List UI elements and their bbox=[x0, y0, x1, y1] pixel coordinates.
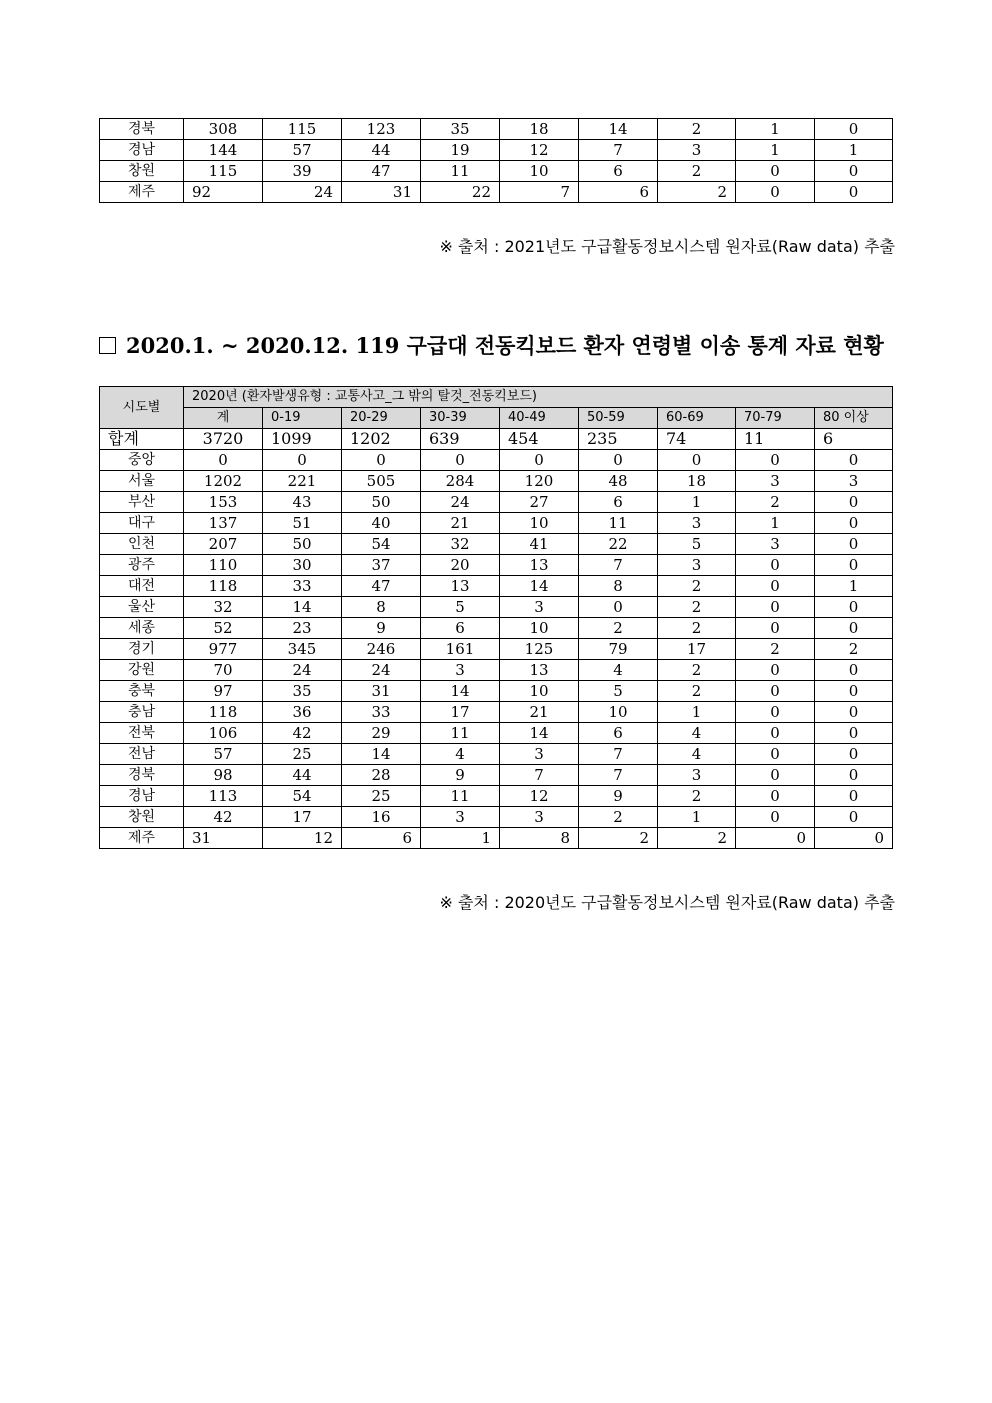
table-row bbox=[100, 744, 893, 765]
value-cell: 14 bbox=[421, 681, 500, 702]
value-cell: 9 bbox=[579, 786, 658, 807]
table-2020-body bbox=[100, 429, 893, 849]
value-cell: 50 bbox=[342, 492, 421, 513]
value-cell: 0 bbox=[736, 555, 815, 576]
value-cell: 7 bbox=[579, 555, 658, 576]
table-row bbox=[100, 807, 893, 828]
value-cell: 5 bbox=[579, 681, 658, 702]
column-header: 0-19 bbox=[263, 408, 342, 429]
value-cell: 33 bbox=[342, 702, 421, 723]
value-cell: 7 bbox=[579, 765, 658, 786]
value-cell: 4 bbox=[658, 723, 736, 744]
region-cell: 서울 bbox=[100, 471, 184, 492]
table-2021-body bbox=[100, 119, 893, 203]
value-cell: 11 bbox=[421, 786, 500, 807]
value-cell: 0 bbox=[736, 161, 815, 182]
value-cell: 6 bbox=[579, 182, 658, 203]
column-header: 계 bbox=[184, 408, 263, 429]
value-cell: 0 bbox=[815, 450, 893, 471]
value-cell: 3 bbox=[815, 471, 893, 492]
total-row bbox=[100, 429, 893, 450]
region-cell: 창원 bbox=[100, 807, 184, 828]
region-cell: 경남 bbox=[100, 140, 184, 161]
total-cell: 235 bbox=[579, 429, 658, 450]
value-cell: 24 bbox=[342, 660, 421, 681]
region-cell: 전북 bbox=[100, 723, 184, 744]
table-row bbox=[100, 161, 893, 182]
region-cell: 중앙 bbox=[100, 450, 184, 471]
table-row bbox=[100, 513, 893, 534]
value-cell: 0 bbox=[736, 681, 815, 702]
value-cell: 13 bbox=[500, 555, 579, 576]
value-cell: 2 bbox=[658, 828, 736, 849]
value-cell: 3 bbox=[500, 807, 579, 828]
value-cell: 48 bbox=[579, 471, 658, 492]
value-cell: 10 bbox=[500, 681, 579, 702]
value-cell: 4 bbox=[421, 744, 500, 765]
region-cell: 부산 bbox=[100, 492, 184, 513]
column-header: 40-49 bbox=[500, 408, 579, 429]
value-cell: 14 bbox=[500, 576, 579, 597]
table-row bbox=[100, 471, 893, 492]
value-cell: 1202 bbox=[184, 471, 263, 492]
value-cell: 32 bbox=[184, 597, 263, 618]
region-cell: 충남 bbox=[100, 702, 184, 723]
table-row bbox=[100, 618, 893, 639]
checkbox-bullet-icon bbox=[99, 337, 116, 354]
region-cell: 창원 bbox=[100, 161, 184, 182]
value-cell: 5 bbox=[658, 534, 736, 555]
value-cell: 17 bbox=[421, 702, 500, 723]
region-cell: 전남 bbox=[100, 744, 184, 765]
value-cell: 3 bbox=[421, 807, 500, 828]
value-cell: 0 bbox=[815, 828, 893, 849]
value-cell: 221 bbox=[263, 471, 342, 492]
value-cell: 31 bbox=[342, 182, 421, 203]
value-cell: 0 bbox=[815, 786, 893, 807]
value-cell: 10 bbox=[579, 702, 658, 723]
value-cell: 0 bbox=[421, 450, 500, 471]
source-note-2021: ※ 출처 : 2021년도 구급활동정보시스템 원자료(Raw data) 추출 bbox=[439, 237, 895, 256]
value-cell: 0 bbox=[184, 450, 263, 471]
value-cell: 118 bbox=[184, 702, 263, 723]
value-cell: 22 bbox=[579, 534, 658, 555]
value-cell: 8 bbox=[579, 576, 658, 597]
value-cell: 10 bbox=[500, 513, 579, 534]
table-row bbox=[100, 639, 893, 660]
value-cell: 12 bbox=[500, 140, 579, 161]
value-cell: 35 bbox=[421, 119, 500, 140]
table-row bbox=[100, 786, 893, 807]
value-cell: 0 bbox=[736, 744, 815, 765]
value-cell: 1 bbox=[736, 119, 815, 140]
value-cell: 23 bbox=[263, 618, 342, 639]
value-cell: 106 bbox=[184, 723, 263, 744]
value-cell: 0 bbox=[263, 450, 342, 471]
region-cell: 충북 bbox=[100, 681, 184, 702]
value-cell: 21 bbox=[421, 513, 500, 534]
value-cell: 14 bbox=[500, 723, 579, 744]
total-cell: 1202 bbox=[342, 429, 421, 450]
value-cell: 0 bbox=[815, 723, 893, 744]
region-cell: 제주 bbox=[100, 182, 184, 203]
value-cell: 36 bbox=[263, 702, 342, 723]
column-header: 30-39 bbox=[421, 408, 500, 429]
value-cell: 3 bbox=[421, 660, 500, 681]
region-cell: 제주 bbox=[100, 828, 184, 849]
region-cell: 경북 bbox=[100, 119, 184, 140]
value-cell: 52 bbox=[184, 618, 263, 639]
value-cell: 137 bbox=[184, 513, 263, 534]
value-cell: 79 bbox=[579, 639, 658, 660]
value-cell: 4 bbox=[658, 744, 736, 765]
value-cell: 0 bbox=[815, 681, 893, 702]
value-cell: 2 bbox=[658, 182, 736, 203]
value-cell: 246 bbox=[342, 639, 421, 660]
table-row bbox=[100, 492, 893, 513]
value-cell: 30 bbox=[263, 555, 342, 576]
table-row bbox=[100, 182, 893, 203]
table-row bbox=[100, 597, 893, 618]
value-cell: 120 bbox=[500, 471, 579, 492]
total-cell: 6 bbox=[815, 429, 893, 450]
value-cell: 16 bbox=[342, 807, 421, 828]
total-cell: 1099 bbox=[263, 429, 342, 450]
value-cell: 3 bbox=[658, 765, 736, 786]
value-cell: 125 bbox=[500, 639, 579, 660]
table-row bbox=[100, 450, 893, 471]
value-cell: 41 bbox=[500, 534, 579, 555]
value-cell: 2 bbox=[658, 660, 736, 681]
column-header: 60-69 bbox=[658, 408, 736, 429]
region-cell: 광주 bbox=[100, 555, 184, 576]
value-cell: 161 bbox=[421, 639, 500, 660]
value-cell: 0 bbox=[736, 723, 815, 744]
value-cell: 0 bbox=[815, 492, 893, 513]
value-cell: 17 bbox=[263, 807, 342, 828]
value-cell: 24 bbox=[421, 492, 500, 513]
value-cell: 40 bbox=[342, 513, 421, 534]
value-cell: 42 bbox=[263, 723, 342, 744]
value-cell: 10 bbox=[500, 618, 579, 639]
table-row bbox=[100, 828, 893, 849]
value-cell: 0 bbox=[500, 450, 579, 471]
value-cell: 2 bbox=[658, 576, 736, 597]
table-2021-continued bbox=[99, 118, 893, 203]
value-cell: 0 bbox=[736, 786, 815, 807]
region-cell: 경기 bbox=[100, 639, 184, 660]
value-cell: 35 bbox=[263, 681, 342, 702]
value-cell: 5 bbox=[421, 597, 500, 618]
value-cell: 17 bbox=[658, 639, 736, 660]
region-header: 시도별 bbox=[100, 387, 184, 429]
column-header: 50-59 bbox=[579, 408, 658, 429]
value-cell: 1 bbox=[736, 513, 815, 534]
value-cell: 47 bbox=[342, 161, 421, 182]
value-cell: 25 bbox=[342, 786, 421, 807]
value-cell: 22 bbox=[421, 182, 500, 203]
value-cell: 3 bbox=[736, 471, 815, 492]
value-cell: 0 bbox=[342, 450, 421, 471]
value-cell: 3 bbox=[658, 555, 736, 576]
value-cell: 0 bbox=[658, 450, 736, 471]
value-cell: 0 bbox=[815, 597, 893, 618]
value-cell: 20 bbox=[421, 555, 500, 576]
value-cell: 7 bbox=[500, 765, 579, 786]
value-cell: 110 bbox=[184, 555, 263, 576]
value-cell: 42 bbox=[184, 807, 263, 828]
table-row bbox=[100, 702, 893, 723]
region-cell: 강원 bbox=[100, 660, 184, 681]
value-cell: 18 bbox=[658, 471, 736, 492]
value-cell: 0 bbox=[815, 182, 893, 203]
value-cell: 0 bbox=[579, 450, 658, 471]
value-cell: 2 bbox=[658, 618, 736, 639]
value-cell: 18 bbox=[500, 119, 579, 140]
value-cell: 32 bbox=[421, 534, 500, 555]
value-cell: 24 bbox=[263, 182, 342, 203]
value-cell: 28 bbox=[342, 765, 421, 786]
table-row bbox=[100, 576, 893, 597]
region-cell: 경북 bbox=[100, 765, 184, 786]
value-cell: 0 bbox=[736, 450, 815, 471]
value-cell: 0 bbox=[815, 744, 893, 765]
value-cell: 0 bbox=[815, 119, 893, 140]
value-cell: 2 bbox=[658, 786, 736, 807]
column-header: 80 이상 bbox=[815, 408, 893, 429]
value-cell: 0 bbox=[815, 513, 893, 534]
value-cell: 505 bbox=[342, 471, 421, 492]
table-row bbox=[100, 681, 893, 702]
value-cell: 345 bbox=[263, 639, 342, 660]
value-cell: 29 bbox=[342, 723, 421, 744]
source-note-2020: ※ 출처 : 2020년도 구급활동정보시스템 원자료(Raw data) 추출 bbox=[439, 893, 895, 912]
value-cell: 0 bbox=[736, 576, 815, 597]
value-cell: 39 bbox=[263, 161, 342, 182]
table-row bbox=[100, 119, 893, 140]
value-cell: 0 bbox=[815, 618, 893, 639]
value-cell: 92 bbox=[184, 182, 263, 203]
value-cell: 70 bbox=[184, 660, 263, 681]
value-cell: 14 bbox=[579, 119, 658, 140]
region-cell: 인천 bbox=[100, 534, 184, 555]
value-cell: 11 bbox=[579, 513, 658, 534]
value-cell: 14 bbox=[263, 597, 342, 618]
value-cell: 2 bbox=[658, 119, 736, 140]
value-cell: 19 bbox=[421, 140, 500, 161]
value-cell: 1 bbox=[815, 576, 893, 597]
table-2020 bbox=[99, 386, 893, 849]
value-cell: 8 bbox=[342, 597, 421, 618]
table-row bbox=[100, 534, 893, 555]
total-label: 합계 bbox=[100, 429, 184, 450]
value-cell: 12 bbox=[263, 828, 342, 849]
value-cell: 284 bbox=[421, 471, 500, 492]
value-cell: 14 bbox=[342, 744, 421, 765]
value-cell: 0 bbox=[736, 807, 815, 828]
table-row bbox=[100, 765, 893, 786]
total-cell: 639 bbox=[421, 429, 500, 450]
value-cell: 9 bbox=[342, 618, 421, 639]
value-cell: 98 bbox=[184, 765, 263, 786]
table-row bbox=[100, 723, 893, 744]
value-cell: 115 bbox=[263, 119, 342, 140]
value-cell: 0 bbox=[736, 182, 815, 203]
value-cell: 1 bbox=[421, 828, 500, 849]
value-cell: 7 bbox=[500, 182, 579, 203]
value-cell: 51 bbox=[263, 513, 342, 534]
value-cell: 113 bbox=[184, 786, 263, 807]
value-cell: 2 bbox=[736, 492, 815, 513]
value-cell: 2 bbox=[815, 639, 893, 660]
column-header-row bbox=[100, 408, 893, 429]
value-cell: 50 bbox=[263, 534, 342, 555]
value-cell: 8 bbox=[500, 828, 579, 849]
value-cell: 1 bbox=[815, 140, 893, 161]
value-cell: 0 bbox=[736, 660, 815, 681]
total-cell: 74 bbox=[658, 429, 736, 450]
region-cell: 대전 bbox=[100, 576, 184, 597]
value-cell: 2 bbox=[736, 639, 815, 660]
value-cell: 2 bbox=[658, 597, 736, 618]
value-cell: 57 bbox=[184, 744, 263, 765]
value-cell: 24 bbox=[263, 660, 342, 681]
value-cell: 7 bbox=[579, 744, 658, 765]
value-cell: 27 bbox=[500, 492, 579, 513]
value-cell: 0 bbox=[815, 660, 893, 681]
value-cell: 54 bbox=[342, 534, 421, 555]
value-cell: 2 bbox=[579, 828, 658, 849]
value-cell: 4 bbox=[579, 660, 658, 681]
value-cell: 44 bbox=[342, 140, 421, 161]
total-cell: 454 bbox=[500, 429, 579, 450]
value-cell: 144 bbox=[184, 140, 263, 161]
value-cell: 123 bbox=[342, 119, 421, 140]
value-cell: 57 bbox=[263, 140, 342, 161]
value-cell: 43 bbox=[263, 492, 342, 513]
value-cell: 1 bbox=[736, 140, 815, 161]
column-header: 70-79 bbox=[736, 408, 815, 429]
table-row bbox=[100, 660, 893, 681]
value-cell: 2 bbox=[658, 681, 736, 702]
value-cell: 0 bbox=[579, 597, 658, 618]
value-cell: 10 bbox=[500, 161, 579, 182]
value-cell: 207 bbox=[184, 534, 263, 555]
value-cell: 0 bbox=[815, 534, 893, 555]
region-cell: 경남 bbox=[100, 786, 184, 807]
value-cell: 0 bbox=[736, 828, 815, 849]
value-cell: 37 bbox=[342, 555, 421, 576]
value-cell: 977 bbox=[184, 639, 263, 660]
total-cell: 3720 bbox=[184, 429, 263, 450]
value-cell: 3 bbox=[658, 513, 736, 534]
value-cell: 25 bbox=[263, 744, 342, 765]
value-cell: 3 bbox=[658, 140, 736, 161]
group-header: 2020년 (환자발생유형 : 교통사고_그 밖의 탈것_전동킥보드) bbox=[184, 387, 893, 408]
value-cell: 308 bbox=[184, 119, 263, 140]
value-cell: 97 bbox=[184, 681, 263, 702]
value-cell: 54 bbox=[263, 786, 342, 807]
value-cell: 33 bbox=[263, 576, 342, 597]
table-row bbox=[100, 140, 893, 161]
value-cell: 7 bbox=[579, 140, 658, 161]
value-cell: 0 bbox=[736, 597, 815, 618]
region-cell: 대구 bbox=[100, 513, 184, 534]
value-cell: 3 bbox=[736, 534, 815, 555]
value-cell: 6 bbox=[421, 618, 500, 639]
value-cell: 2 bbox=[579, 618, 658, 639]
total-cell: 11 bbox=[736, 429, 815, 450]
region-cell: 울산 bbox=[100, 597, 184, 618]
value-cell: 0 bbox=[736, 765, 815, 786]
value-cell: 0 bbox=[736, 618, 815, 639]
value-cell: 1 bbox=[658, 807, 736, 828]
value-cell: 118 bbox=[184, 576, 263, 597]
value-cell: 6 bbox=[579, 492, 658, 513]
value-cell: 2 bbox=[579, 807, 658, 828]
value-cell: 44 bbox=[263, 765, 342, 786]
value-cell: 21 bbox=[500, 702, 579, 723]
value-cell: 0 bbox=[815, 702, 893, 723]
value-cell: 13 bbox=[421, 576, 500, 597]
column-header: 20-29 bbox=[342, 408, 421, 429]
value-cell: 1 bbox=[658, 492, 736, 513]
value-cell: 6 bbox=[342, 828, 421, 849]
value-cell: 2 bbox=[658, 161, 736, 182]
value-cell: 31 bbox=[342, 681, 421, 702]
value-cell: 11 bbox=[421, 161, 500, 182]
value-cell: 115 bbox=[184, 161, 263, 182]
value-cell: 3 bbox=[500, 744, 579, 765]
value-cell: 6 bbox=[579, 723, 658, 744]
value-cell: 47 bbox=[342, 576, 421, 597]
value-cell: 153 bbox=[184, 492, 263, 513]
value-cell: 0 bbox=[815, 765, 893, 786]
value-cell: 12 bbox=[500, 786, 579, 807]
value-cell: 0 bbox=[815, 807, 893, 828]
table-row bbox=[100, 555, 893, 576]
region-cell: 세종 bbox=[100, 618, 184, 639]
value-cell: 3 bbox=[500, 597, 579, 618]
value-cell: 31 bbox=[184, 828, 263, 849]
value-cell: 0 bbox=[736, 702, 815, 723]
value-cell: 11 bbox=[421, 723, 500, 744]
value-cell: 1 bbox=[658, 702, 736, 723]
value-cell: 0 bbox=[815, 161, 893, 182]
section-title-text: 2020.1. ~ 2020.12. 119 구급대 전동킥보드 환자 연령별 이송 통계 자료 현황 bbox=[126, 333, 884, 358]
value-cell: 9 bbox=[421, 765, 500, 786]
value-cell: 6 bbox=[579, 161, 658, 182]
value-cell: 0 bbox=[815, 555, 893, 576]
section-title bbox=[99, 330, 884, 360]
value-cell: 13 bbox=[500, 660, 579, 681]
